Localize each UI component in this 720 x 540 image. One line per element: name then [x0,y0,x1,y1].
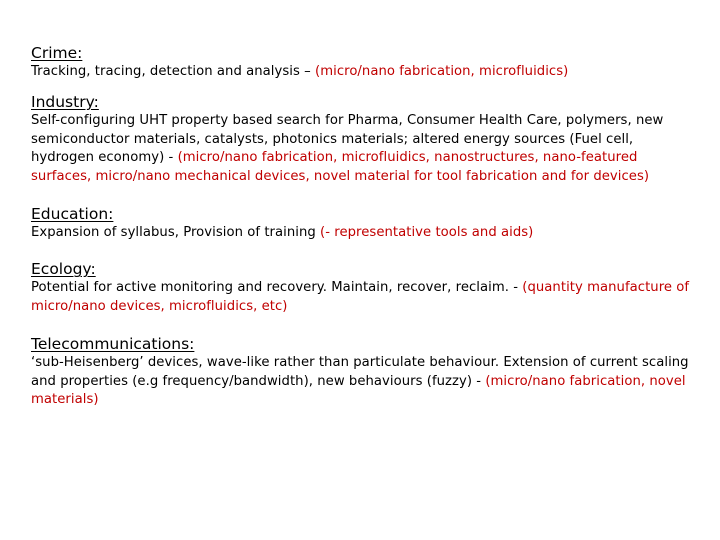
document-page [31,44,691,409]
section-industry [31,93,691,186]
heading-ecology: Ecology: [31,260,96,279]
body-industry [31,112,691,186]
body-crime [31,63,691,81]
section-education [31,205,691,242]
heading-industry: Industry: [31,93,99,112]
body-education-tools: (- representative tools and aids) [320,225,534,241]
body-industry-text: Self-configuring UHT property based search for Pharma, Consumer Health Care, polymers, new semiconductor materials, catalysts, photonics materials; altered energy sources (Fuel cell, hydrogen economy) - [31,113,664,166]
section-telecommunications [31,335,691,409]
body-industry-tools: (micro/nano fabrication, microfluidics, nanostructures, nano-featured surfaces, micro/nano mechanical devices, novel material for tool fabrication and for devices) [31,150,650,184]
body-crime-tools: (micro/nano fabrication, microfluidics) [315,64,569,79]
section-crime [31,44,691,81]
body-education [31,224,691,242]
body-telecommunications-text: ‘sub-Heisenberg’ devices, wave-like rather than particulate behaviour. Extension of current scaling and properties (e.g frequency/bandwidth), new behaviours (fuzzy) - [31,355,689,389]
body-ecology-tools: (quantity manufacture of micro/nano devices, microfluidics, etc) [31,280,690,314]
heading-crime: Crime: [31,44,83,62]
body-telecommunications [31,354,691,409]
body-telecommunications-tools: (micro/nano fabrication, novel materials) [31,373,686,408]
heading-telecommunications: Telecommunications: [31,335,195,354]
body-crime-text: Tracking, tracing, detection and analysis – [31,64,316,79]
heading-education: Education: [31,205,114,224]
body-education-text: Expansion of syllabus, Provision of training [31,225,321,241]
body-ecology-text: Potential for active monitoring and recovery. Maintain, recover, reclaim. - [31,280,523,296]
section-ecology [31,260,691,316]
body-ecology [31,279,691,316]
